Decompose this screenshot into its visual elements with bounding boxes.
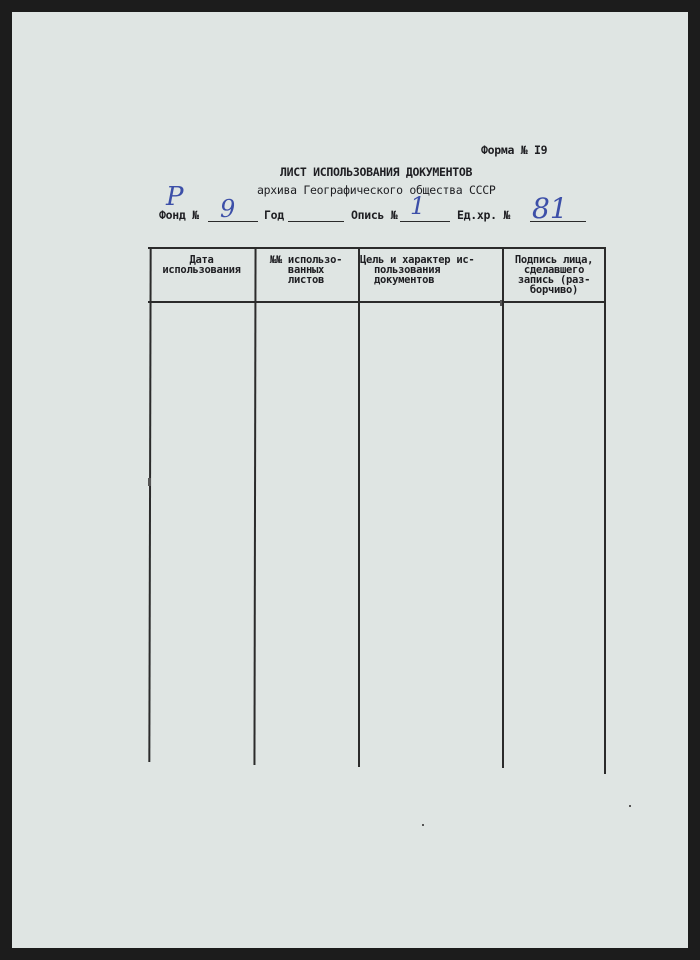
header-signature-line3: запись (раз- <box>517 274 591 286</box>
ed-label: Ед.хр. № <box>457 208 510 222</box>
header-signature-line2: сделавшего <box>523 264 585 276</box>
column-divider-2 <box>358 247 360 767</box>
table-right-border <box>604 247 606 774</box>
header-sheets <box>256 255 356 285</box>
header-signature <box>504 255 604 295</box>
header-sheets-line1: №№ использо- <box>269 254 343 266</box>
fond-value-handwritten: 9 <box>220 195 236 223</box>
header-date-line1: Дата <box>189 254 214 266</box>
opis-underline <box>400 221 450 222</box>
header-purpose-line1: Цель и характер ис- <box>360 254 475 266</box>
fond-label: Фонд № <box>159 208 199 222</box>
ed-value-handwritten: 81 <box>532 192 568 225</box>
document-subtitle: архива Географического общества СССР <box>257 183 496 197</box>
table-header-separator <box>148 301 606 303</box>
header-date-line2: использования <box>162 264 241 276</box>
scan-speck <box>422 824 424 826</box>
scan-speck <box>500 300 502 306</box>
scan-speck <box>148 478 151 486</box>
header-signature-line4: борчиво) <box>529 284 579 296</box>
opis-label: Опись № <box>351 208 398 222</box>
column-divider-3 <box>502 247 504 768</box>
header-purpose-line3: документов <box>374 274 435 286</box>
header-date <box>151 255 252 275</box>
header-purpose <box>360 255 500 285</box>
document-sheet <box>12 12 688 948</box>
header-sheets-line3: листов <box>287 274 325 286</box>
year-label: Год <box>264 208 284 222</box>
fond-prefix-handwritten: Р <box>166 182 184 212</box>
year-underline <box>288 221 344 222</box>
document-title: ЛИСТ ИСПОЛЬЗОВАНИЯ ДОКУМЕНТОВ <box>280 165 473 179</box>
scan-speck <box>629 805 631 807</box>
table-top-border <box>148 247 606 249</box>
form-number: Форма № I9 <box>481 143 548 157</box>
column-divider-1 <box>253 247 256 765</box>
header-sheets-line2: ванных <box>287 264 325 276</box>
header-signature-line1: Подпись лица, <box>514 254 594 266</box>
opis-value-handwritten: 1 <box>410 192 426 220</box>
table-left-border <box>148 247 151 762</box>
header-purpose-line2: пользования <box>374 264 441 276</box>
